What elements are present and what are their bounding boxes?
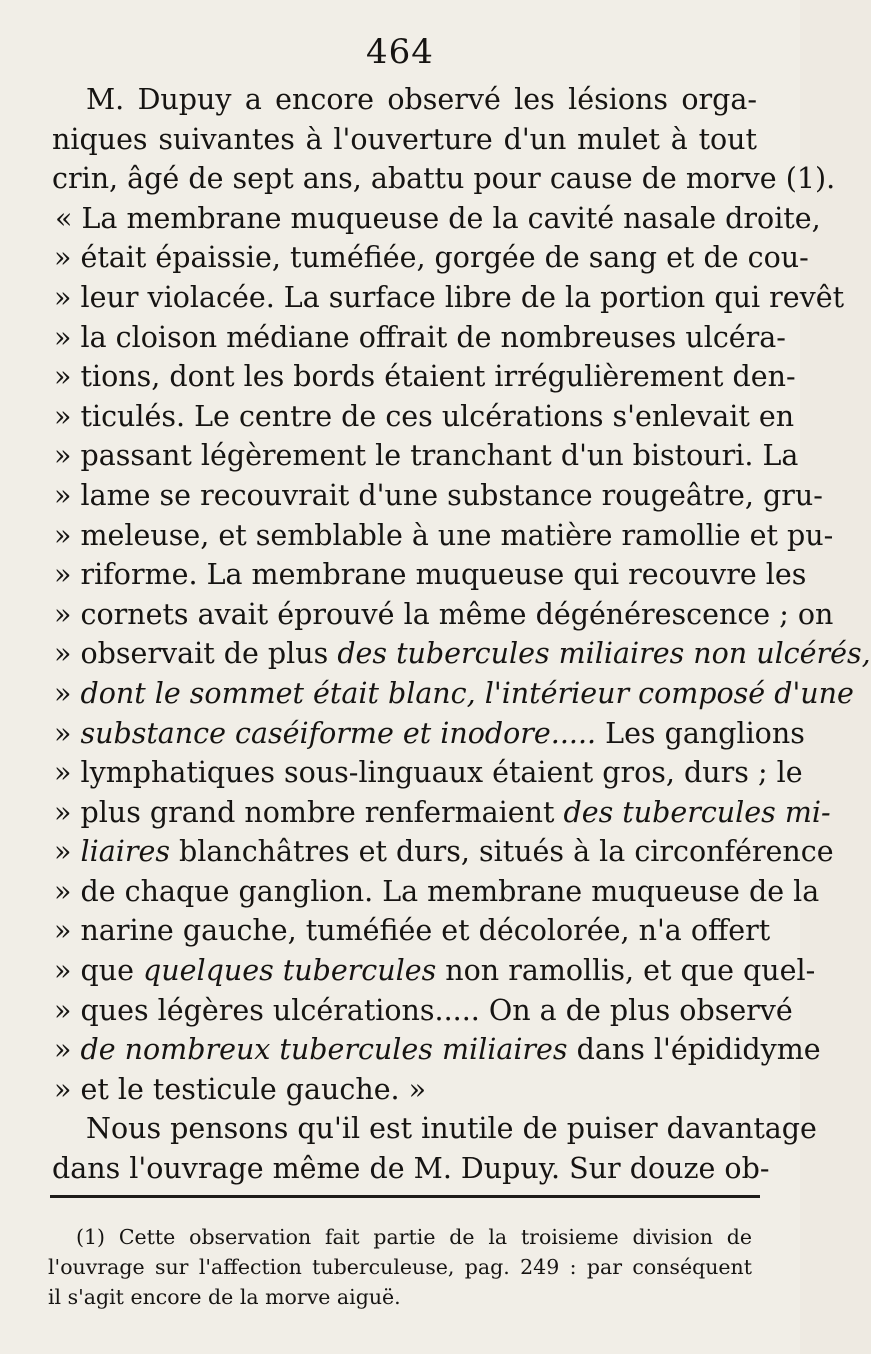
italic-text-run: de nombreux tubercules miliaires: [80, 1033, 568, 1067]
text-run: » lame se recouvrait d'une substance rougeâtre, gru-: [54, 478, 823, 512]
text-line: [52, 714, 805, 754]
text-line: [52, 634, 871, 674]
text-line: [52, 357, 796, 397]
text-line: [52, 951, 816, 991]
text-run: » meleuse, et semblable à une matière ramollie et pu-: [54, 518, 834, 552]
text-run: »: [54, 1033, 81, 1067]
footnote-line: il s'agit encore de la morve aiguë.: [48, 1285, 401, 1309]
text-line: [52, 1109, 817, 1149]
italic-text-run: quelques tubercules: [143, 954, 437, 988]
text-line: [52, 1149, 770, 1189]
text-run: » lymphatiques sous-linguaux étaient gros, durs ; le: [54, 756, 803, 790]
text-run: dans l'ouvrage même de M. Dupuy. Sur douze ob-: [52, 1152, 770, 1186]
text-line: [52, 516, 834, 556]
italic-text-run: liaires: [80, 835, 170, 869]
footnote: [48, 1222, 752, 1312]
text-run: » leur violacée. La surface libre de la portion qui revêt: [54, 280, 845, 314]
text-run: non ramollis, et que quel-: [436, 954, 816, 988]
text-line: [52, 753, 803, 793]
text-run: » narine gauche, tuméfiée et décolorée, n'a offert: [54, 914, 771, 948]
footnote-line: (1) Cette observation fait partie de la troisieme division de: [76, 1225, 752, 1249]
text-run: crin, âgé de sept ans, abattu pour cause de morve (1).: [52, 162, 836, 196]
italic-text-run: des tubercules mi-: [563, 795, 831, 829]
text-line: [52, 436, 799, 476]
text-run: niques suivantes à l'ouverture d'un mulet à tout: [52, 122, 757, 156]
text-line: [52, 159, 836, 199]
text-run: » que: [54, 954, 144, 988]
text-line: [52, 595, 834, 635]
text-line: [52, 397, 795, 437]
text-run: » cornets avait éprouvé la même dégénérescence ; on: [54, 597, 834, 631]
text-run: » était épaissie, tuméfiée, gorgée de sang et de cou-: [54, 241, 809, 275]
text-run: » et le testicule gauche. »: [54, 1072, 427, 1106]
text-line: [52, 872, 820, 912]
text-line: [52, 318, 786, 358]
text-run: blanchâtres et durs, situés à la circonférence: [169, 835, 834, 869]
text-run: dans l'épididyme: [567, 1033, 821, 1067]
text-run: M. Dupuy a encore observé les lésions orga-: [86, 83, 757, 116]
text-line: [52, 991, 793, 1031]
footnote-rule: [50, 1195, 760, 1198]
text-run: Les ganglions: [596, 716, 805, 750]
text-line: [52, 238, 809, 278]
text-run: » passant légèrement le tranchant d'un bistouri. La: [54, 439, 799, 473]
text-run: « La membrane muqueuse de la cavité nasale droite,: [55, 201, 821, 235]
text-line: [52, 793, 831, 833]
text-line: [52, 832, 834, 872]
footnote-line: l'ouvrage sur l'affection tuberculeuse, pag. 249 : par conséquent: [48, 1255, 752, 1279]
text-line: [52, 674, 854, 714]
text-run: » ques légères ulcérations..... On a de plus observé: [54, 993, 793, 1027]
text-run: »: [54, 676, 81, 710]
text-line: [52, 278, 845, 318]
italic-text-run: substance caséiforme et inodore.....: [80, 716, 597, 750]
text-run: » la cloison médiane offrait de nombreuses ulcéra-: [54, 320, 786, 354]
text-run: » ticulés. Le centre de ces ulcérations s'enlevait en: [54, 399, 795, 433]
text-line: [52, 80, 757, 120]
italic-text-run: des tubercules miliaires non ulcérés,: [337, 637, 871, 671]
body-text: [52, 80, 871, 1189]
text-run: » observait de plus: [54, 637, 338, 671]
text-run: »: [54, 835, 81, 869]
text-line: [52, 1070, 757, 1110]
italic-text-run: dont le sommet était blanc, l'intérieur composé d'une: [80, 676, 854, 710]
text-run: » riforme. La membrane muqueuse qui recouvre les: [54, 558, 807, 592]
text-run: » plus grand nombre renfermaient: [54, 795, 564, 829]
text-line: [52, 555, 807, 595]
text-line: [52, 120, 757, 160]
text-line: [52, 476, 823, 516]
text-run: » de chaque ganglion. La membrane muqueuse de la: [54, 874, 820, 908]
text-run: »: [54, 716, 81, 750]
text-line: [52, 911, 771, 951]
text-line: [52, 199, 821, 239]
text-run: Nous pensons qu'il est inutile de puiser davantage: [86, 1112, 817, 1146]
page-number: 464: [366, 32, 434, 72]
text-line: [52, 1030, 821, 1070]
text-run: » tions, dont les bords étaient irrégulièrement den-: [54, 360, 796, 394]
